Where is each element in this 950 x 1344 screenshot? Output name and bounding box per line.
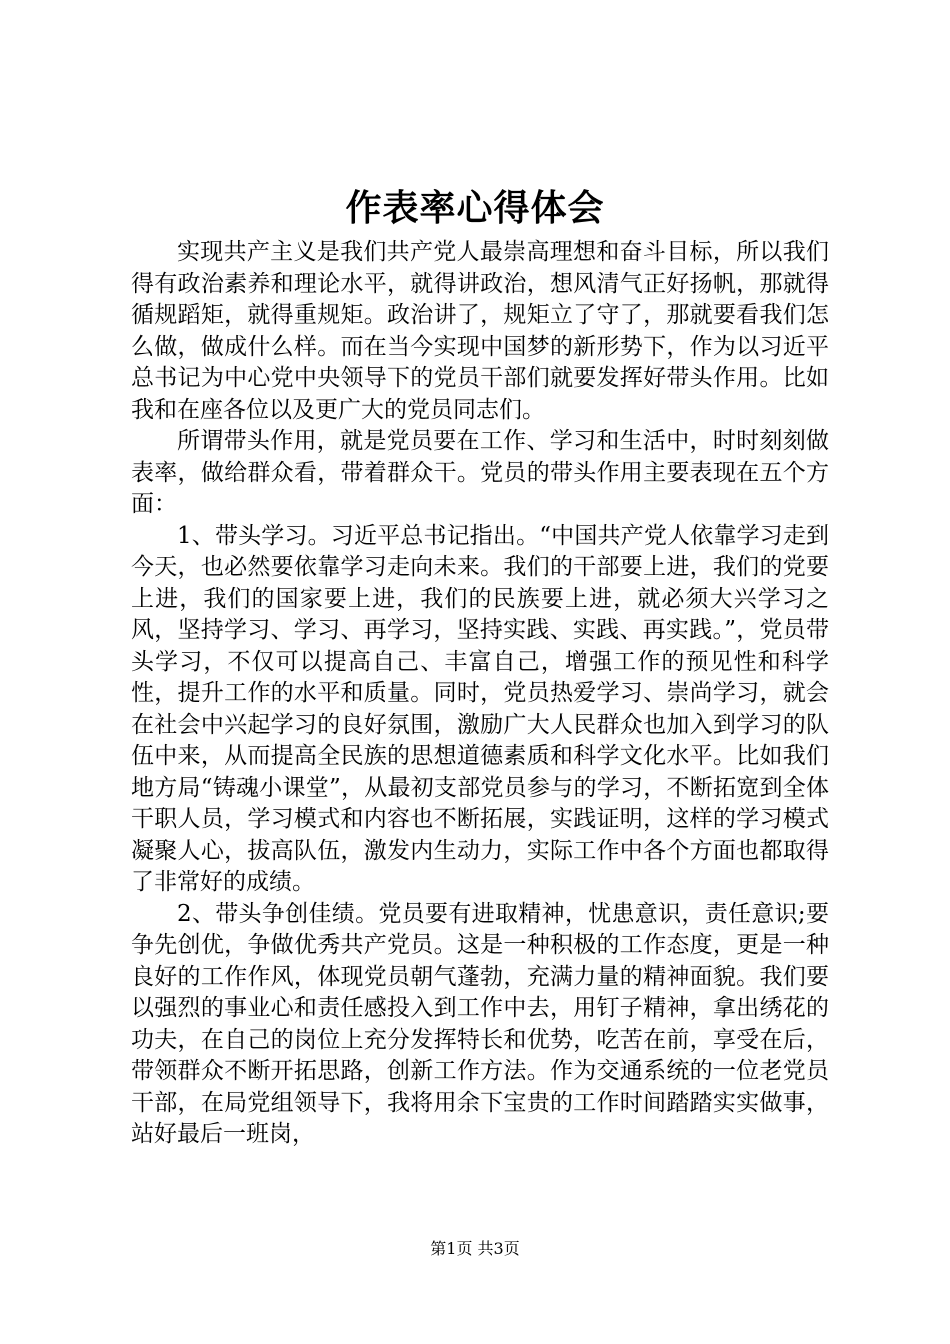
paragraph-intro: 实现共产主义是我们共产党人最崇高理想和奋斗目标，所以我们得有政治素养和理论水平，就得讲政治，想风清气正好扬帆，那就得循规蹈矩，就得重规矩。政治讲了，规矩立了守了，那就要看我们怎么做，做成什么样。而在当今实现中国梦的新形势下，作为以习近平总书记为中心党中央领导下的党员干部们就要发挥好带头作用。比如我和在座各位以及更广大的党员同志们。	[131, 239, 829, 423]
paragraph-leading-role: 所谓带头作用，就是党员要在工作、学习和生活中，时时刻刻做表率，做给群众看，带着群众干。党员的带头作用主要表现在五个方面：	[131, 428, 829, 517]
page-footer: 第1页 共3页	[430, 1239, 520, 1258]
paragraph-point-2-achievement: 2、带头争创佳绩。党员要有进取精神，忧患意识，责任意识;要争先创优，争做优秀共产党员。这是一种积极的工作态度，更是一种良好的工作作风，体现党员朝气蓬勃，充满力量的精神面貌。我们要以强烈的事业心和责任感投入到工作中去，用钉子精神，拿出绣花的功夫，在自己的岗位上充分发挥特长和优势，吃苦在前，享受在后，带领群众不断开拓思路，创新工作方法。作为交通系统的一位老党员干部，在局党组领导下，我将用余下宝贵的工作时间踏踏实实做事，站好最后一班岗，	[131, 900, 829, 1147]
paragraph-point-1-study: 1、带头学习。习近平总书记指出。“中国共产党人依靠学习走到今天，也必然要依靠学习走向未来。我们的干部要上进，我们的党要上进，我们的国家要上进，我们的民族要上进，就必须大兴学习之风，坚持学习、学习、再学习，坚持实践、实践、再实践。”，党员带头学习，不仅可以提高自己、丰富自己，增强工作的预见性和科学性，提升工作的水平和质量。同时，党员热爱学习、崇尚学习，就会在社会中兴起学习的良好氛围，激励广大人民群众也加入到学习的队伍中来，从而提高全民族的思想道德素质和科学文化水平。比如我们地方局“铸魂小课堂”，从最初支部党员参与的学习，不断拓宽到全体干职人员，学习模式和内容也不断拓展，实践证明，这样的学习模式凝聚人心，拔高队伍，激发内生动力，实际工作中各个方面也都取得了非常好的成绩。	[131, 522, 829, 895]
document-title: 作表率心得体会	[345, 187, 605, 229]
document-body	[131, 237, 829, 1151]
